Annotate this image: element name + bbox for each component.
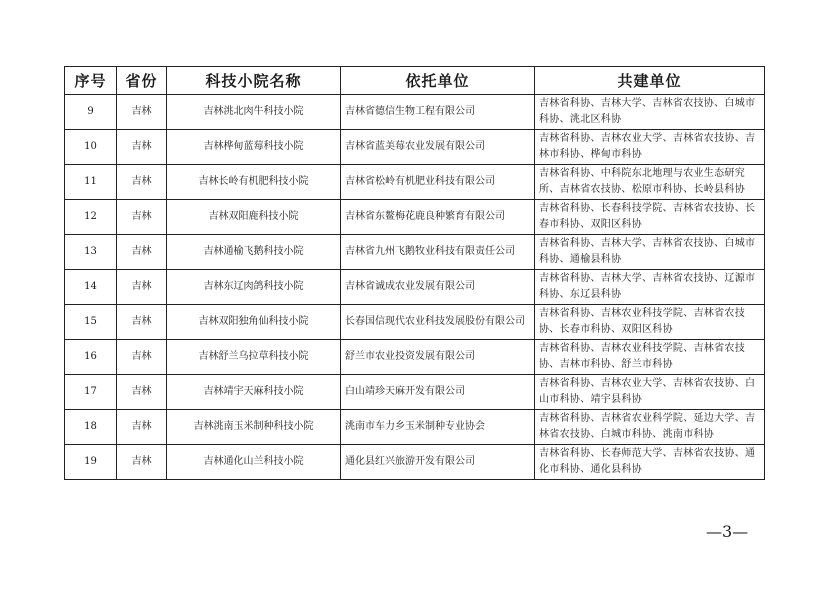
cell-host-unit: 白山靖珍天麻开发有限公司 <box>341 375 535 410</box>
table-row <box>65 130 765 165</box>
header-name: 科技小院名称 <box>167 67 341 95</box>
cell-province: 吉林 <box>117 165 167 200</box>
cell-courtyard-name: 吉林双阳独角仙科技小院 <box>167 305 341 340</box>
cell-no: 17 <box>65 375 117 410</box>
table-row <box>65 165 765 200</box>
cell-courtyard-name: 吉林桦甸蓝莓科技小院 <box>167 130 341 165</box>
cell-co-builders: 吉林省科协、吉林农业科技学院、吉林省农技协、吉林市科协、舒兰市科协 <box>535 340 765 375</box>
cell-province: 吉林 <box>117 375 167 410</box>
page-number: —3— <box>706 522 749 541</box>
cell-host-unit: 舒兰市农业投资发展有限公司 <box>341 340 535 375</box>
header-no: 序号 <box>65 67 117 95</box>
cell-courtyard-name: 吉林舒兰乌拉草科技小院 <box>167 340 341 375</box>
cell-courtyard-name: 吉林洮南玉米制种科技小院 <box>167 410 341 445</box>
table-row <box>65 270 765 305</box>
table-row <box>65 235 765 270</box>
cell-co-builders: 吉林省科协、吉林农业大学、吉林省农技协、吉林市科协、桦甸市科协 <box>535 130 765 165</box>
cell-no: 16 <box>65 340 117 375</box>
cell-province: 吉林 <box>117 340 167 375</box>
header-unit: 依托单位 <box>341 67 535 95</box>
table-header-row <box>65 67 765 95</box>
cell-courtyard-name: 吉林洮北肉牛科技小院 <box>167 95 341 130</box>
table-row <box>65 95 765 130</box>
cell-host-unit: 吉林省东鳌梅花鹿良种繁育有限公司 <box>341 200 535 235</box>
cell-host-unit: 吉林省松岭有机肥业科技有限公司 <box>341 165 535 200</box>
cell-province: 吉林 <box>117 410 167 445</box>
cell-courtyard-name: 吉林长岭有机肥科技小院 <box>167 165 341 200</box>
cell-host-unit: 长春国信现代农业科技发展股份有限公司 <box>341 305 535 340</box>
cell-courtyard-name: 吉林通化山兰科技小院 <box>167 445 341 480</box>
cell-no: 13 <box>65 235 117 270</box>
cell-no: 18 <box>65 410 117 445</box>
table-body <box>65 95 765 480</box>
table-row <box>65 305 765 340</box>
header-province: 省份 <box>117 67 167 95</box>
cell-co-builders: 吉林省科协、吉林大学、吉林省农技协、辽源市科协、东辽县科协 <box>535 270 765 305</box>
cell-province: 吉林 <box>117 270 167 305</box>
cell-host-unit: 洮南市车力乡玉米制种专业协会 <box>341 410 535 445</box>
cell-courtyard-name: 吉林通榆飞鹅科技小院 <box>167 235 341 270</box>
cell-no: 11 <box>65 165 117 200</box>
cell-no: 12 <box>65 200 117 235</box>
table-row <box>65 410 765 445</box>
cell-courtyard-name: 吉林双阳鹿科技小院 <box>167 200 341 235</box>
cell-province: 吉林 <box>117 445 167 480</box>
table-row <box>65 200 765 235</box>
cell-host-unit: 吉林省德信生物工程有限公司 <box>341 95 535 130</box>
cell-no: 9 <box>65 95 117 130</box>
cell-co-builders: 吉林省科协、中科院东北地理与农业生态研究所、吉林省农技协、松原市科协、长岭县科协 <box>535 165 765 200</box>
table-row <box>65 375 765 410</box>
cell-province: 吉林 <box>117 235 167 270</box>
cell-host-unit: 通化县红兴旅游开发有限公司 <box>341 445 535 480</box>
table-row <box>65 445 765 480</box>
cell-province: 吉林 <box>117 200 167 235</box>
cell-co-builders: 吉林省科协、长春师范大学、吉林省农技协、通化市科协、通化县科协 <box>535 445 765 480</box>
cell-co-builders: 吉林省科协、吉林大学、吉林省农技协、白城市科协、洮北区科协 <box>535 95 765 130</box>
cell-host-unit: 吉林省蓝美莓农业发展有限公司 <box>341 130 535 165</box>
cell-courtyard-name: 吉林东辽肉鸽科技小院 <box>167 270 341 305</box>
cell-co-builders: 吉林省科协、吉林农业科技学院、吉林省农技协、长春市科协、双阳区科协 <box>535 305 765 340</box>
table-row <box>65 340 765 375</box>
cell-no: 10 <box>65 130 117 165</box>
cell-co-builders: 吉林省科协、长春科技学院、吉林省农技协、长春市科协、双阳区科协 <box>535 200 765 235</box>
cell-no: 14 <box>65 270 117 305</box>
cell-province: 吉林 <box>117 305 167 340</box>
science-courtyard-table <box>64 66 765 480</box>
header-co-builders: 共建单位 <box>535 67 765 95</box>
cell-host-unit: 吉林省九州飞鹅牧业科技有限责任公司 <box>341 235 535 270</box>
cell-province: 吉林 <box>117 130 167 165</box>
cell-courtyard-name: 吉林靖宇天麻科技小院 <box>167 375 341 410</box>
cell-no: 15 <box>65 305 117 340</box>
cell-co-builders: 吉林省科协、吉林大学、吉林省农技协、白城市科协、通榆县科协 <box>535 235 765 270</box>
cell-host-unit: 吉林省诚成农业发展有限公司 <box>341 270 535 305</box>
cell-no: 19 <box>65 445 117 480</box>
cell-province: 吉林 <box>117 95 167 130</box>
cell-co-builders: 吉林省科协、吉林农业大学、吉林省农技协、白山市科协、靖宇县科协 <box>535 375 765 410</box>
cell-co-builders: 吉林省科协、吉林省农业科学院、延边大学、吉林省农技协、白城市科协、洮南市科协 <box>535 410 765 445</box>
